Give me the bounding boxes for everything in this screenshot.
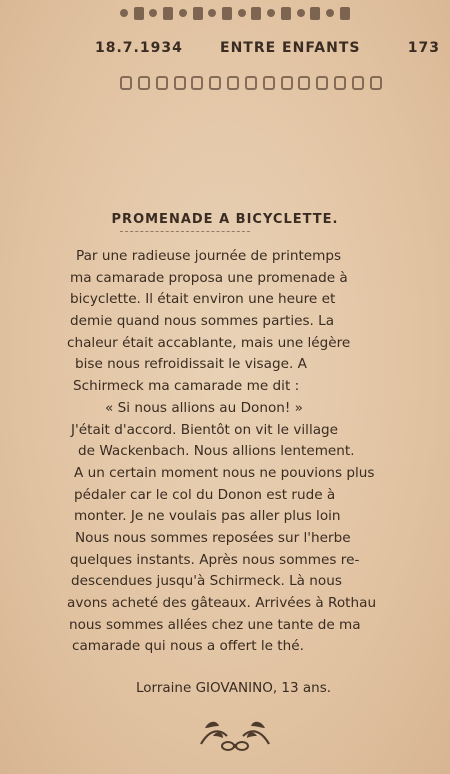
body-line: pédaler car le col du Donon est rude à: [74, 486, 336, 503]
article-title: PROMENADE A BICYCLETTE.: [111, 212, 339, 227]
top-ornament: [120, 4, 350, 22]
body-line: Par une radieuse journée de printemps: [76, 248, 342, 264]
title-underline: [120, 231, 250, 232]
body-line: A un certain moment nous ne pouvions plus: [74, 464, 375, 481]
body-line: descendues jusqu'à Schirmeck. Là nous: [71, 573, 342, 590]
body-line: J'était d'accord. Bientôt on vit le village: [71, 421, 339, 438]
body-line: demie quand nous sommes parties. La: [70, 313, 335, 330]
body-line: de Wackenbach. Nous allions lentement.: [78, 443, 355, 460]
body-line: quelques instants. Après nous sommes re-: [70, 551, 360, 568]
body-line: Nous nous sommes reposées sur l'herbe: [75, 529, 351, 546]
header-ornament-band: [120, 74, 382, 92]
body-line: chaleur était accablante, mais une légère: [67, 334, 351, 351]
page-number: 173: [407, 40, 440, 56]
body-line: monter. Je ne voulais pas aller plus loin: [74, 508, 341, 525]
body-line: Schirmeck ma camarade me dit :: [73, 378, 300, 395]
body-line: bise nous refroidissait le visage. A: [75, 356, 307, 373]
page-header: [95, 40, 440, 60]
body-line: avons acheté des gâteaux. Arrivées à Rothau: [67, 595, 377, 611]
body-line: nous sommes allées chez une tante de ma: [69, 616, 361, 633]
floral-vignette-icon: [195, 714, 275, 754]
body-line: bicyclette. Il était environ une heure et: [70, 291, 336, 308]
body-line: « Si nous allions au Donon! »: [105, 399, 303, 416]
body-line: ma camarade proposa une promenade à: [70, 269, 348, 286]
issue-date: 18.7.1934: [95, 40, 183, 56]
body-line: camarade qui nous a offert le thé.: [72, 638, 304, 655]
author-signature: Lorraine GIOVANINO, 13 ans.: [136, 680, 332, 696]
section-title: ENTRE ENFANTS: [220, 40, 361, 56]
article-body: [0, 246, 450, 658]
